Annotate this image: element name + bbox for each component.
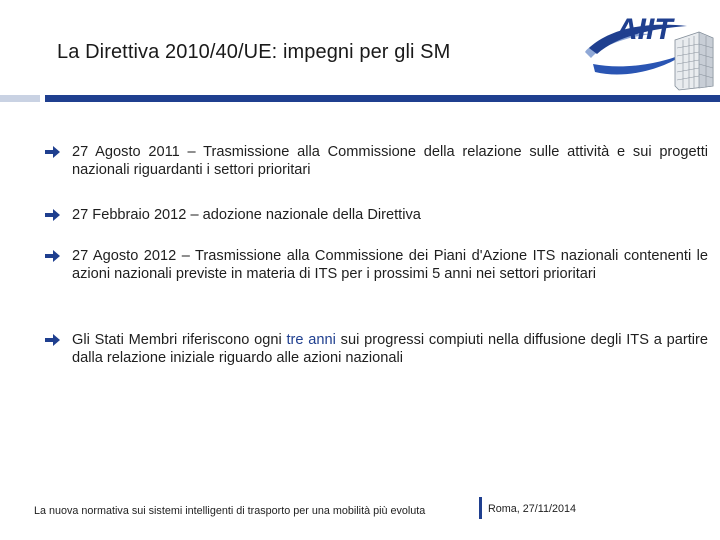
footer-caption: La nuova normativa sui sistemi intelligenti di trasporto per una mobilità più evoluta [34, 505, 426, 517]
bullet-date: 27 Agosto 2012 [72, 248, 177, 264]
bullet-item [44, 206, 708, 224]
bullet-highlight: tre anni [286, 332, 336, 348]
bullet-text: – Trasmissione alla Commissione dei Piani d'Azione ITS nazionali contenenti le azioni nazionali previste in materia di ITS per i prossimi 5 anni nei settori prioritari [72, 248, 709, 282]
title-rule-bar [45, 95, 720, 102]
title-rule [0, 95, 720, 102]
slide-title: La Direttiva 2010/40/UE: impegni per gli SM [57, 41, 451, 63]
bullet-text-start: Gli Stati Membri riferiscono ogni [72, 332, 287, 348]
logo-lettering: AIIT [616, 13, 673, 46]
bullet-item [44, 331, 708, 367]
aiit-logo [583, 6, 717, 92]
bullet-item [44, 247, 708, 283]
aiit-logo-graphic [583, 6, 717, 92]
arrow-right-icon [44, 332, 62, 348]
footer-divider [479, 497, 482, 519]
bullet-item [44, 143, 708, 179]
bullet-date: 27 Febbraio 2012 [72, 207, 187, 223]
bullet-text: – Trasmissione alla Commissione della relazione sulle attività e sui progetti nazionali riguardanti i settori prioritari [72, 144, 708, 178]
title-rule-accent [0, 95, 40, 102]
arrow-right-icon [44, 248, 62, 264]
arrow-right-icon [44, 207, 62, 223]
building-icon [675, 32, 713, 90]
bullet-text: – adozione nazionale della Direttiva [186, 207, 421, 223]
bullet-text-end: sui progressi compiuti nella diffusione degli ITS a partire dalla relazione iniziale riguardo alle azioni nazionali [72, 332, 708, 366]
bullet-date: 27 Agosto 2011 [72, 144, 180, 160]
arrow-right-icon [44, 144, 62, 160]
footer-date: Roma, 27/11/2014 [488, 503, 577, 515]
